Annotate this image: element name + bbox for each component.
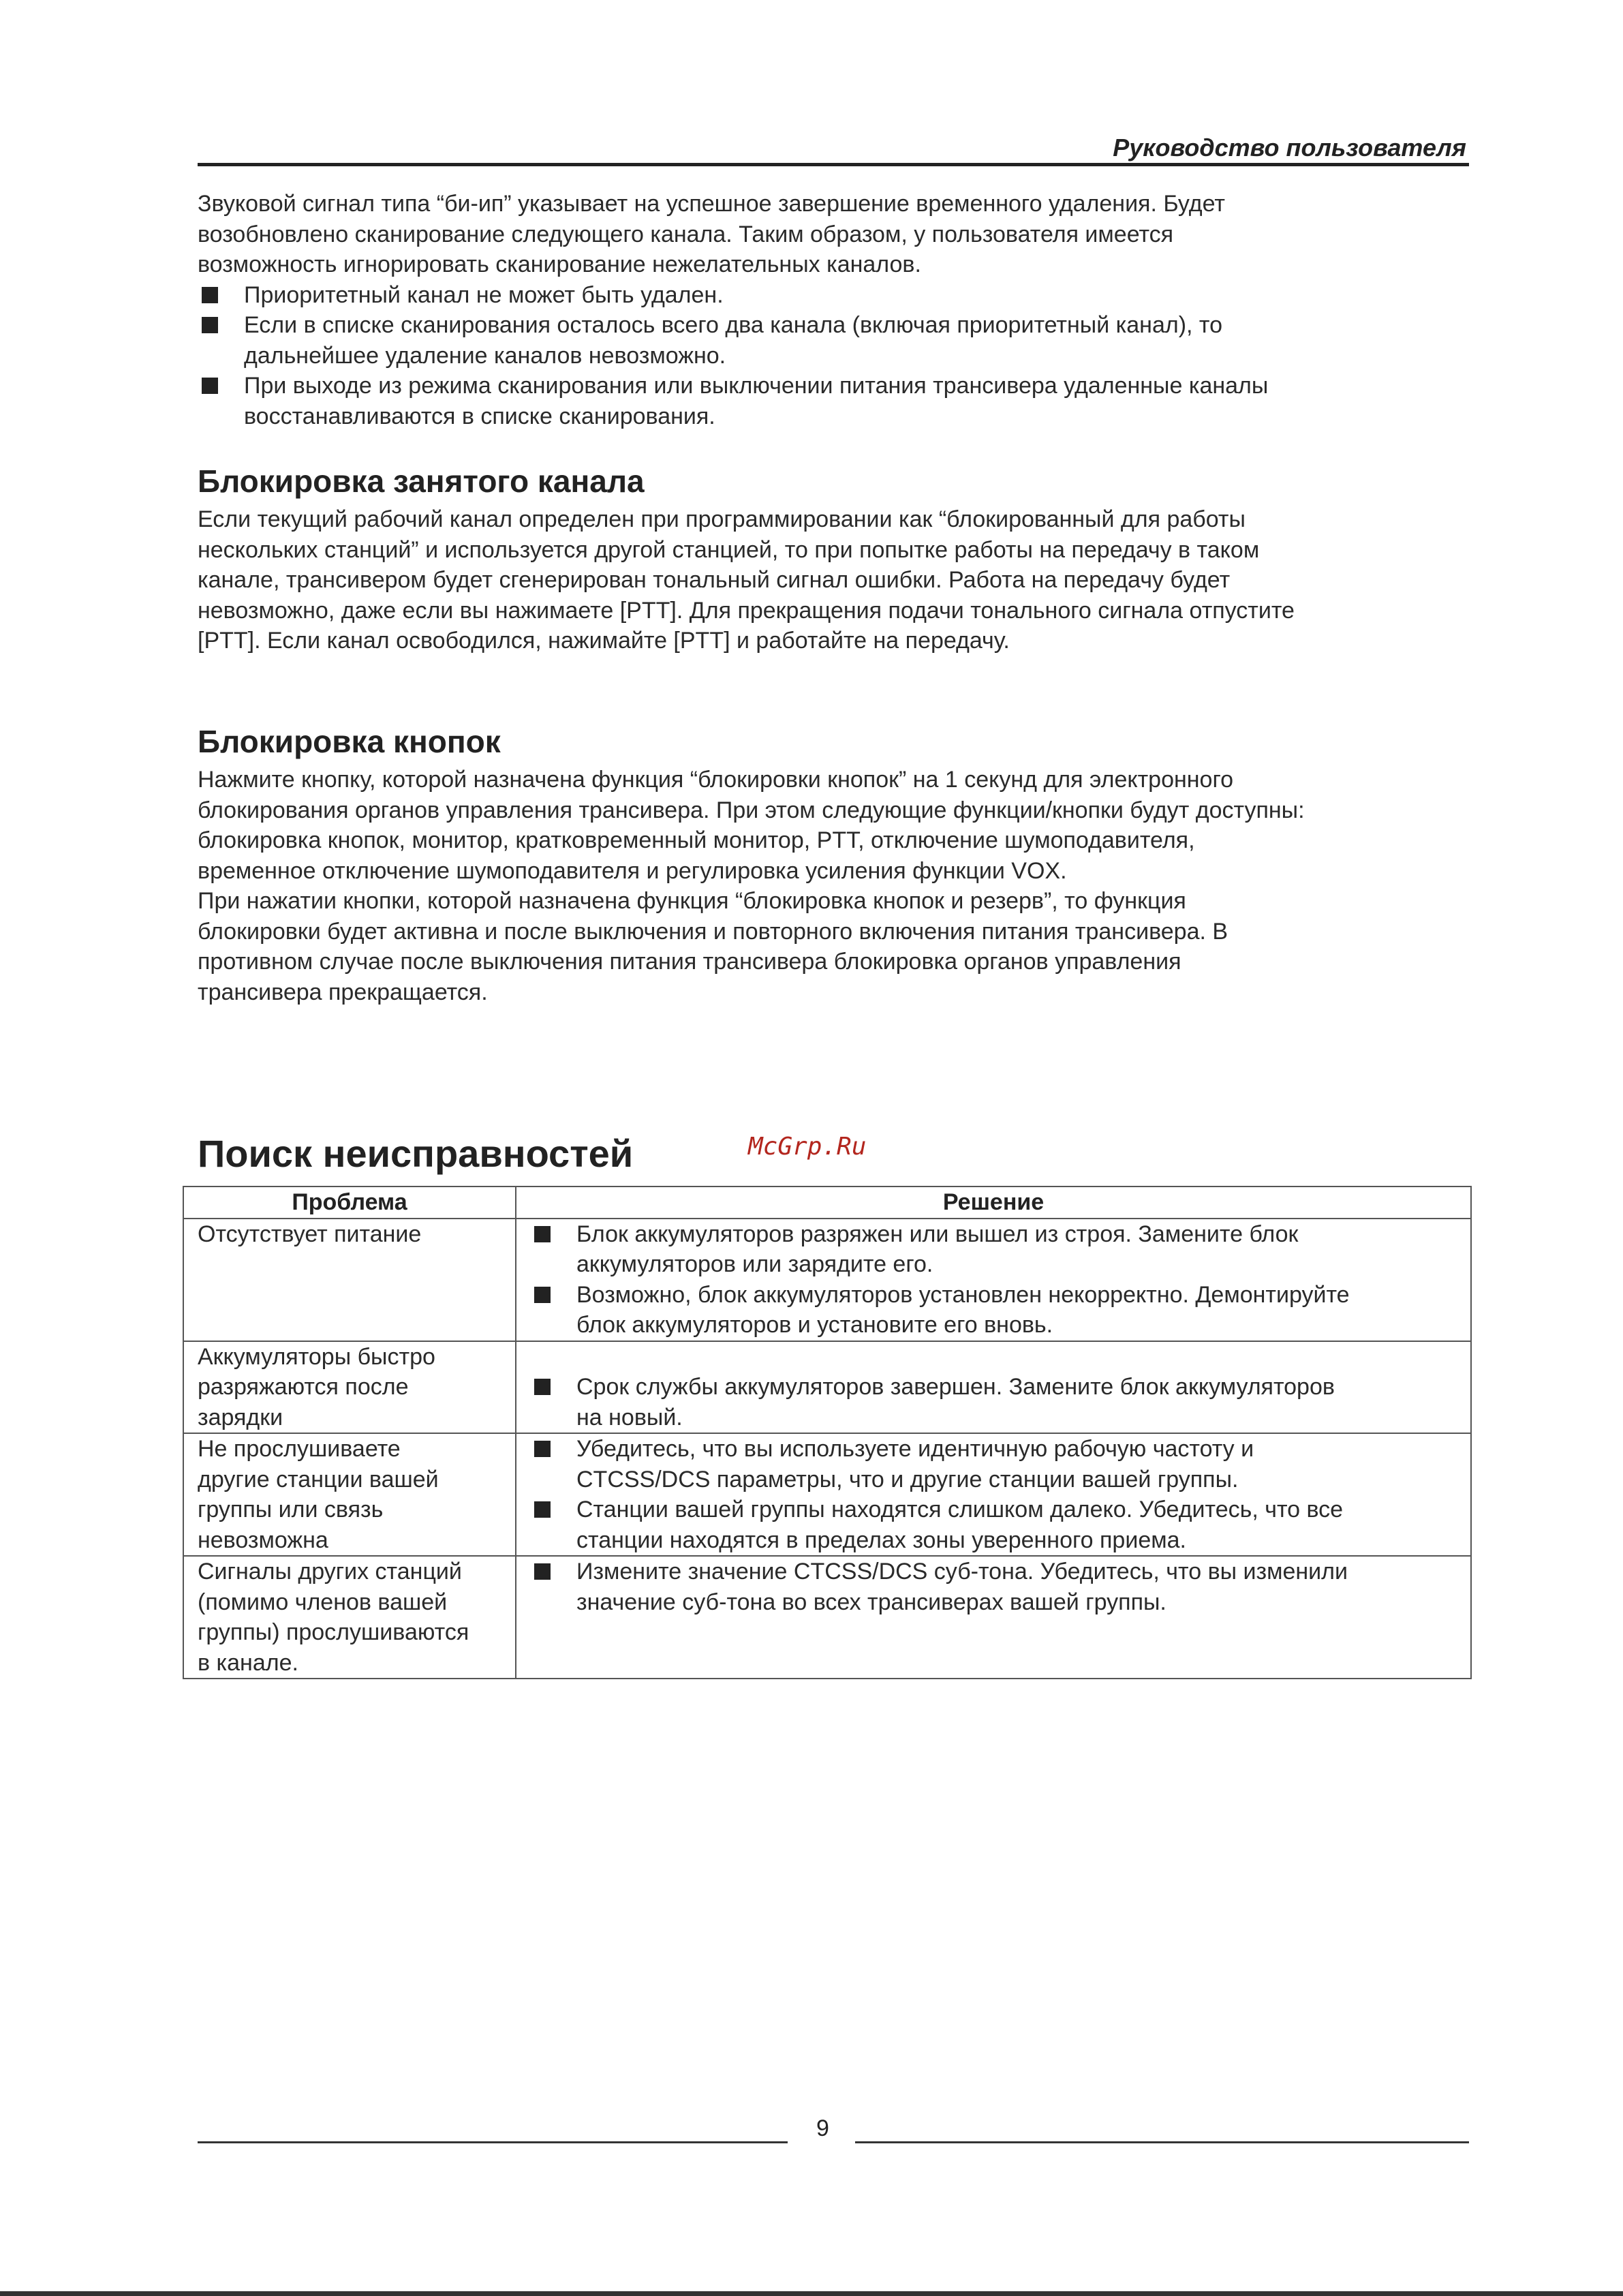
solution-item xyxy=(530,1280,1457,1341)
busy-lock-section xyxy=(198,461,1469,656)
bullet-text: дальнейшее удаление каналов невозможно. xyxy=(244,342,726,369)
bullet-item xyxy=(198,310,1469,371)
solution-item xyxy=(530,1434,1457,1495)
paragraph-line: невозможно, даже если вы нажимаете [PTT]. Для прекращения подачи тонального сигнала отпустите xyxy=(198,597,1295,624)
solution-line: Измените значение CTCSS/DCS суб-тона. Убедитесь, что вы изменили xyxy=(576,1559,1348,1585)
bullet-item xyxy=(198,371,1469,431)
problem-line: группы или связь xyxy=(198,1497,384,1522)
solution-line: CTCSS/DCS параметры, что и другие станции вашей группы. xyxy=(576,1466,1239,1493)
table-header-row xyxy=(183,1187,1471,1219)
section-heading: Блокировка кнопок xyxy=(198,724,501,759)
problem-cell xyxy=(183,1341,516,1434)
problem-cell xyxy=(183,1556,516,1679)
intro-line: возобновлено сканирование следующего канала. Таким образом, у пользователя имеется xyxy=(198,221,1174,247)
intro-line: Звуковой сигнал типа “би-ип” указывает на успешное завершение временного удаления. Будет xyxy=(198,191,1225,217)
header-title: Руководство пользователя xyxy=(1113,134,1466,162)
section-heading: Блокировка занятого канала xyxy=(198,463,645,499)
square-bullet-icon xyxy=(534,1501,551,1518)
bullet-text: При выходе из режима сканирования или выключении питания трансивера удаленные каналы xyxy=(244,373,1269,399)
paragraph-line: блокировка кнопок, монитор, кратковременный монитор, PTT, отключение шумоподавителя, xyxy=(198,827,1195,853)
paragraph-line: блокировки будет активна и после выключения и повторного включения питания трансивера. В xyxy=(198,918,1228,945)
solution-list xyxy=(530,1219,1457,1341)
solution-list xyxy=(530,1434,1457,1555)
solution-line: Станции вашей группы находятся слишком далеко. Убедитесь, что все xyxy=(576,1497,1344,1522)
paragraph-line: При нажатии кнопки, которой назначена функция “блокировка кнопок и резерв”, то функция xyxy=(198,888,1186,914)
square-bullet-icon xyxy=(534,1226,551,1242)
scan-edge-bar xyxy=(0,2291,1623,2296)
problem-line: (помимо членов вашей xyxy=(198,1589,448,1615)
paragraph-line: временное отключение шумоподавителя и регулировка усиления функции VOX. xyxy=(198,857,1067,884)
paragraph-line: [PTT]. Если канал освободился, нажимайте [PTT] и работайте на передачу. xyxy=(198,628,1010,654)
intro-section xyxy=(198,189,1469,431)
paragraph-line: Если текущий рабочий канал определен при программировании как “блокированный для работы xyxy=(198,506,1246,532)
square-bullet-icon xyxy=(534,1441,551,1457)
column-header-problem: Проблема xyxy=(183,1187,516,1219)
solution-line: на новый. xyxy=(576,1404,683,1430)
troubleshooting-table xyxy=(183,1186,1472,1679)
square-bullet-icon xyxy=(534,1287,551,1303)
bullet-text: Приоритетный канал не может быть удален. xyxy=(244,281,724,308)
solution-list xyxy=(530,1557,1457,1617)
watermark: McGrp.Ru xyxy=(748,1133,867,1161)
table-row xyxy=(183,1556,1471,1679)
solution-line: Возможно, блок аккумуляторов установлен некорректно. Демонтируйте xyxy=(576,1281,1350,1308)
problem-line: группы) прослушиваются xyxy=(198,1619,469,1645)
paragraph-line: блокирования органов управления трансивера. При этом следующие функции/кнопки будут доступны: xyxy=(198,797,1305,823)
problem-line: зарядки xyxy=(198,1404,283,1430)
solution-line: значение суб-тона во всех трансиверах вашей группы. xyxy=(576,1589,1166,1615)
problem-line: невозможна xyxy=(198,1527,328,1553)
solution-cell xyxy=(516,1433,1471,1556)
solution-cell xyxy=(516,1341,1471,1434)
problem-line: разряжаются после xyxy=(198,1374,409,1400)
bullet-item xyxy=(198,280,1469,311)
footer-rule-right xyxy=(855,2141,1469,2143)
solution-line: Блок аккумуляторов разряжен или вышел из строя. Замените блок xyxy=(576,1221,1299,1247)
problem-cell xyxy=(183,1433,516,1556)
solution-item xyxy=(530,1557,1457,1617)
table-row xyxy=(183,1433,1471,1556)
solution-line: Срок службы аккумуляторов завершен. Замените блок аккумуляторов xyxy=(576,1374,1335,1400)
solution-line: блок аккумуляторов и установите его вновь. xyxy=(576,1312,1053,1338)
solution-cell xyxy=(516,1556,1471,1679)
solution-line: аккумуляторов или зарядите его. xyxy=(576,1251,933,1277)
square-bullet-icon xyxy=(534,1379,551,1395)
solution-list xyxy=(530,1372,1457,1433)
paragraph-line: трансивера прекращается. xyxy=(198,979,488,1005)
solution-cell xyxy=(516,1219,1471,1341)
problem-cell xyxy=(183,1219,516,1341)
solution-line: станции находятся в пределах зоны уверенного приема. xyxy=(576,1527,1186,1553)
square-bullet-icon xyxy=(202,378,218,394)
square-bullet-icon xyxy=(202,287,218,303)
square-bullet-icon xyxy=(534,1563,551,1580)
table-row xyxy=(183,1341,1471,1434)
bullet-text: восстанавливаются в списке сканирования. xyxy=(244,403,715,429)
problem-line: Сигналы других станций xyxy=(198,1559,462,1585)
footer-rule-left xyxy=(198,2141,788,2143)
solution-line: Убедитесь, что вы используете идентичную рабочую частоту и xyxy=(576,1436,1254,1462)
square-bullet-icon xyxy=(202,317,218,333)
bullet-text: Если в списке сканирования осталось всего два канала (включая приоритетный канал), то xyxy=(244,312,1223,338)
solution-item xyxy=(530,1219,1457,1280)
table-row xyxy=(183,1219,1471,1341)
key-lock-section xyxy=(198,721,1469,1007)
intro-bullet-list xyxy=(198,280,1469,432)
paragraph-line: нескольких станций” и используется другой станцией, то при попытке работы на передачу в таком xyxy=(198,536,1260,563)
paragraph-line: канале, трансивером будет сгенерирован тональный сигнал ошибки. Работа на передачу будет xyxy=(198,567,1231,593)
problem-line: Не прослушиваете xyxy=(198,1436,401,1462)
paragraph-line: противном случае после выключения питания трансивера блокировка органов управления xyxy=(198,949,1181,975)
problem-line: Аккумуляторы быстро xyxy=(198,1343,435,1370)
column-header-solution: Решение xyxy=(516,1187,1471,1219)
problem-line: другие станции вашей xyxy=(198,1466,439,1493)
solution-item xyxy=(530,1495,1457,1555)
header-rule xyxy=(198,163,1469,166)
section-heading: Поиск неисправностей xyxy=(198,1132,634,1175)
page-number: 9 xyxy=(816,2115,829,2141)
problem-line: в канале. xyxy=(198,1649,298,1676)
problem-line: Отсутствует питание xyxy=(198,1221,422,1247)
intro-line: возможность игнорировать сканирование нежелательных каналов. xyxy=(198,251,921,277)
solution-item xyxy=(530,1372,1457,1433)
paragraph-line: Нажмите кнопку, которой назначена функция “блокировки кнопок” на 1 секунд для электронного xyxy=(198,767,1234,793)
